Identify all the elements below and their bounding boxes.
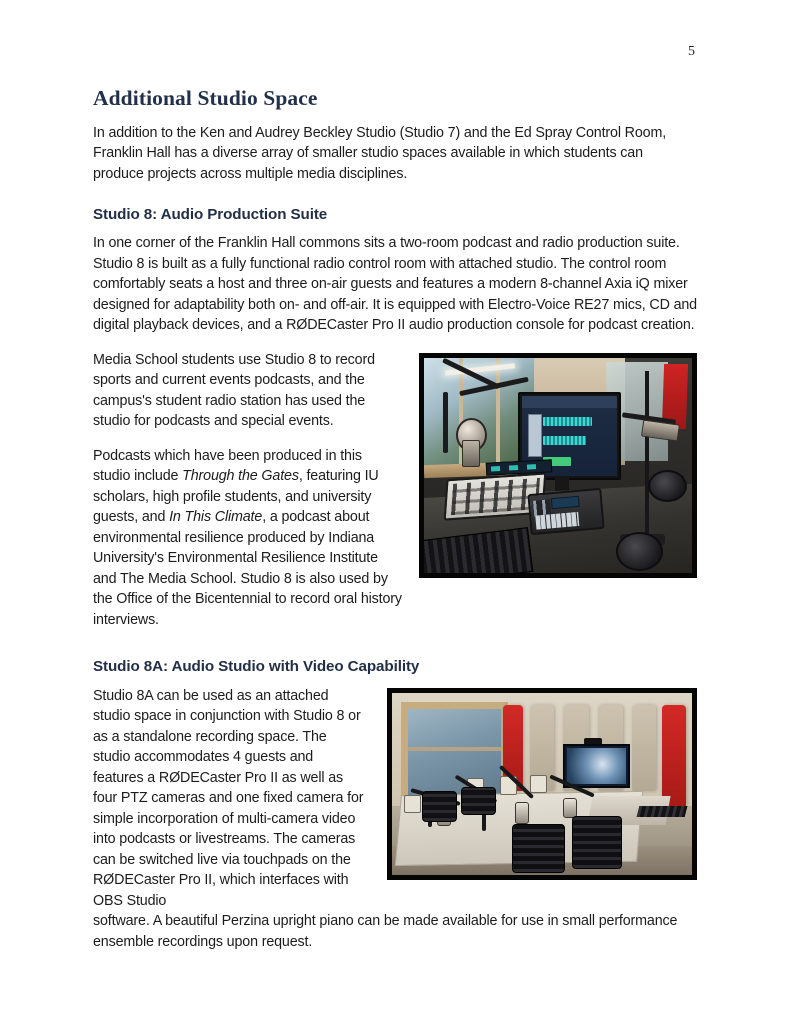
section-heading-studio-8: Studio 8: Audio Production Suite (93, 206, 328, 224)
window-rail (408, 747, 501, 751)
intro-block (93, 123, 697, 185)
computer-keyboard (637, 806, 688, 817)
studio-8-side-text (93, 350, 403, 631)
p3-text-3: , a podcast about environmental resilience produced by Indiana University's Environmental Resilience Institute and The Media School. Studio 8 is also used by the Office of the Bicentennial to record oral history interviews. (93, 509, 402, 628)
studio-chair (422, 791, 457, 822)
headphones-icon (648, 470, 687, 502)
rodecaster-pro-console (527, 488, 604, 535)
studio-chair (572, 816, 622, 869)
studio-8a-paragraph-1: Studio 8A can be used as an attached studio space in conjunction with Studio 8 or as a standalone recording space. The studio accommodates 4 guests and features a RØDECaster Pro II as well as four PTZ cameras and one fixed camera for simple incorporation of multi-camera video into podcasts or livestreams. The cameras can be switched live via touchpads on the RØDECaster Pro II, which interfaces with OBS Studio (93, 687, 364, 909)
podcast-title-through-the-gates: Through the Gates (182, 468, 299, 485)
page-number: 5 (688, 44, 695, 59)
audio-waveform (543, 417, 592, 426)
studio-8a-recording-room-photo (387, 688, 697, 880)
studio-chair (512, 824, 565, 873)
studio-8a-wrap-section (93, 686, 697, 912)
podcast-title-in-this-climate: In This Climate (169, 509, 263, 526)
microphone-icon (515, 802, 529, 824)
red-acoustic-panel (662, 705, 686, 807)
studio-8-wrap-section (93, 350, 697, 645)
audio-waveform (543, 436, 587, 445)
studio-8a-side-text (93, 686, 403, 912)
console-pads (535, 513, 579, 530)
video-monitor-screen (567, 748, 626, 784)
page-title: Additional Studio Space (93, 86, 318, 110)
p3-text-1: Podcasts which have been produced in this studio include (93, 447, 362, 485)
studio-8-paragraph-1: In one corner of the Franklin Hall commons sits a two-room podcast and radio production suite. Studio 8 is built as a fully functional radio control room with attached studio. The control room comfortably seats a host and three on-air guests and features a modern 8-channel Axia iQ mixer designed for adaptability both on- and off-air. It is equipped with Electro-Voice RE27 mics, CD and digital playback devices, and a RØDECaster Pro II audio production console for podcast creation. (93, 235, 697, 334)
mic-boom-vertical (443, 392, 448, 452)
studio-chair (461, 787, 496, 814)
mic-stand-pole (645, 371, 649, 539)
acoustic-panel (632, 705, 656, 791)
intro-paragraph: In addition to the Ken and Audrey Beckley Studio (Studio 7) and the Ed Spray Control Room, Franklin Hall has a diverse array of smaller studio spaces available in which students can produce projects across multiple media disciplines. (93, 124, 667, 182)
studio-8-control-room-photo (419, 353, 697, 578)
p3-text-2: , featuring IU scholars, high profile students, and university guests, and (93, 468, 379, 526)
microphone-icon (563, 798, 577, 818)
daw-toolbar (522, 396, 617, 407)
console-screen (550, 496, 579, 510)
ptz-camera-icon (404, 795, 421, 813)
daw-track-panel (528, 414, 542, 458)
photo-inner-studio-8a (392, 693, 692, 875)
studio-8a-paragraph-2: software. A beautiful Perzina upright piano can be made available for use in small performance ensemble recordings upon request. (93, 913, 678, 950)
window-mullion (496, 358, 500, 470)
section-heading-studio-8a: Studio 8A: Audio Studio with Video Capability (93, 658, 420, 676)
studio-8-intro-block (93, 233, 697, 336)
microphone-body (462, 440, 480, 468)
headphones-icon (616, 532, 663, 570)
studio-8-paragraph-2: Media School students use Studio 8 to record sports and current events podcasts, and the campus's student radio station has used the studio for podcasts and special events. (93, 351, 375, 430)
studio-8-paragraph-3 (93, 446, 403, 631)
ptz-camera-icon (530, 775, 547, 793)
photo-inner-studio-8 (424, 358, 692, 573)
page-content (93, 86, 697, 966)
video-monitor (563, 744, 630, 788)
